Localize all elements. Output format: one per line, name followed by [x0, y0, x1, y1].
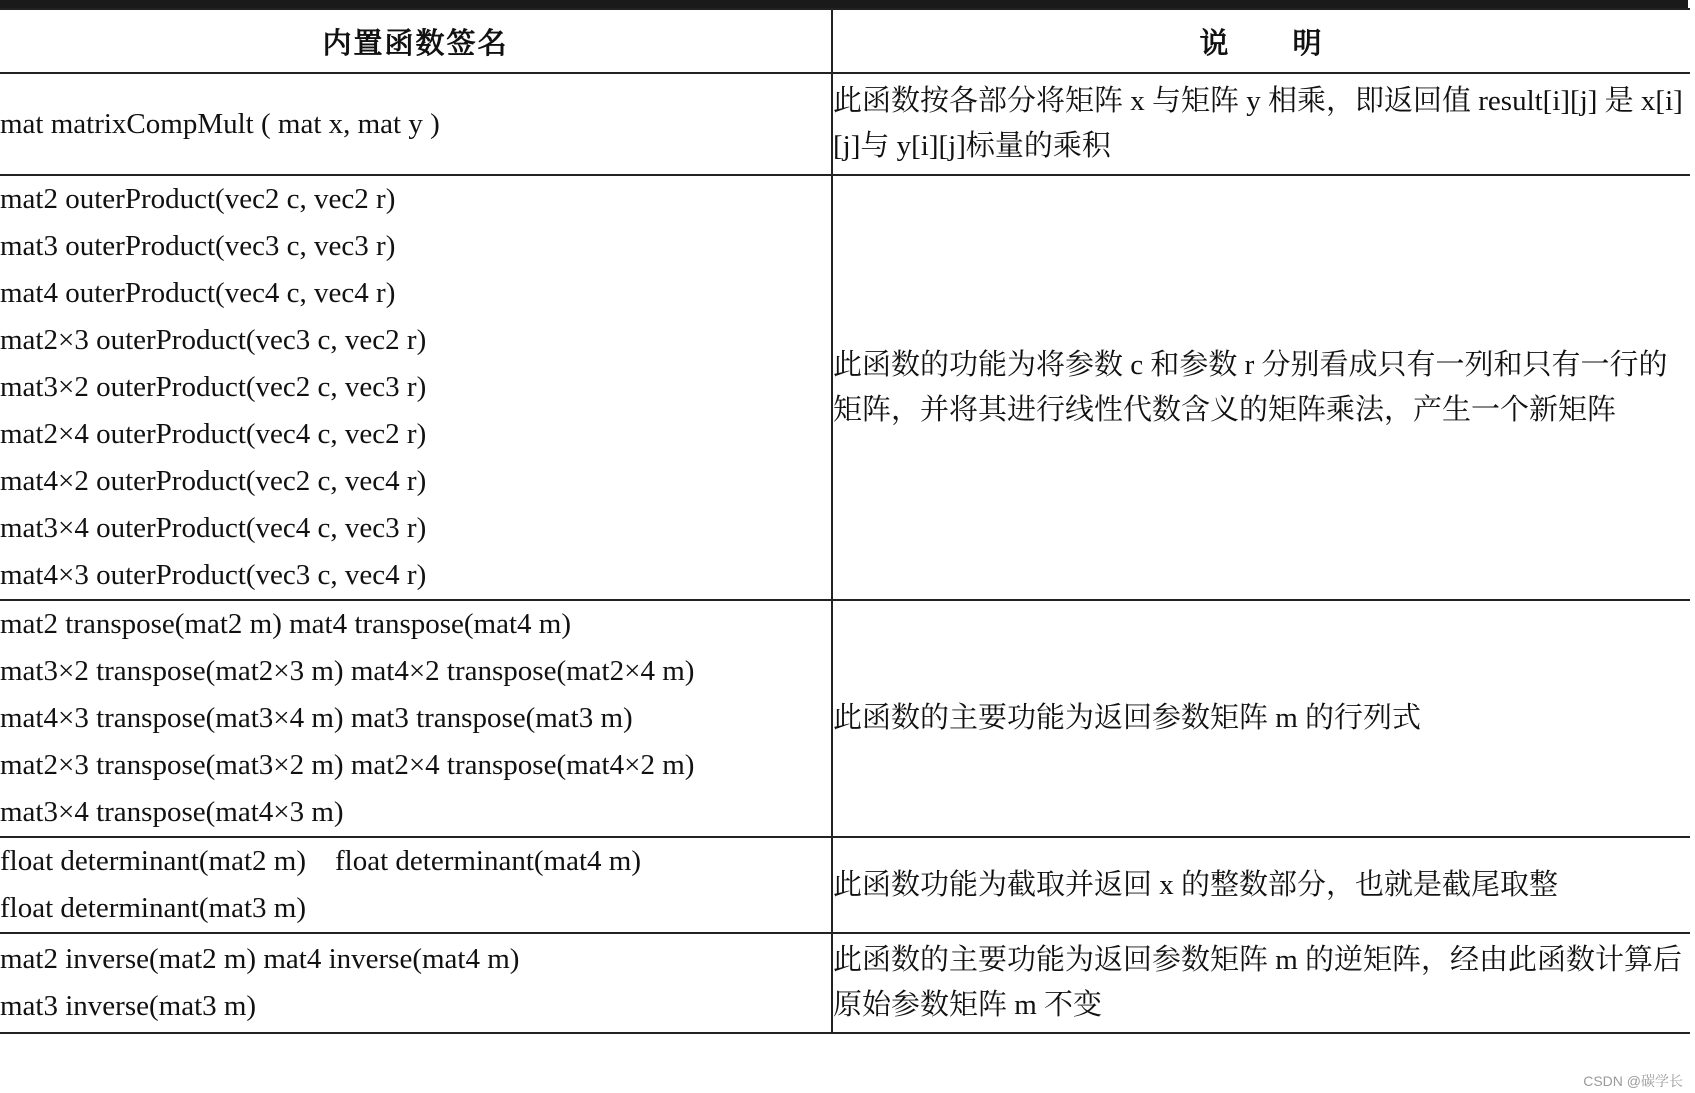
signature-line: mat2×3 outerProduct(vec3 c, vec2 r)	[0, 324, 427, 356]
signature-line: mat3×4 transpose(mat4×3 m)	[0, 796, 344, 828]
description-cell	[832, 175, 1690, 600]
header-description: 说 明	[832, 9, 1690, 73]
signature-cell	[0, 933, 832, 1033]
signature-line: mat3×4 outerProduct(vec4 c, vec3 r)	[0, 512, 427, 544]
signature-line: mat2 outerProduct(vec2 c, vec2 r)	[0, 183, 396, 215]
table-row	[0, 600, 1690, 837]
description-text: 此函数功能为截取并返回 x 的整数部分，也就是截尾取整	[833, 868, 1559, 901]
signature-cell	[0, 837, 832, 933]
signature-line: mat3×2 outerProduct(vec2 c, vec3 r)	[0, 371, 427, 403]
description-cell	[832, 837, 1690, 933]
signature-line: mat4×2 outerProduct(vec2 c, vec4 r)	[0, 465, 427, 497]
header-signature: 内置函数签名	[0, 9, 832, 73]
table-row	[0, 73, 1690, 175]
signature-line: mat2×3 transpose(mat3×2 m) mat2×4 transpose(mat4×2 m)	[0, 749, 695, 781]
signature-line: mat3 inverse(mat3 m)	[0, 990, 257, 1022]
description-cell	[832, 600, 1690, 837]
signature-line: float determinant(mat3 m)	[0, 892, 307, 924]
description-text: 此函数的主要功能为返回参数矩阵 m 的行列式	[833, 702, 1422, 734]
description-cell	[832, 933, 1690, 1033]
description-cell	[832, 73, 1690, 175]
signature-cell	[0, 600, 832, 837]
table-row	[0, 933, 1690, 1033]
signature-line: mat3 outerProduct(vec3 c, vec3 r)	[0, 230, 396, 262]
signature-line: float determinant(mat2 m) float determinant(mat4 m)	[0, 845, 642, 877]
description-text: 此函数的主要功能为返回参数矩阵 m 的逆矩阵，经由此函数计算后原始参数矩阵 m 不变	[833, 944, 1683, 1021]
table-header-row	[0, 9, 1690, 73]
signature-line: mat4×3 outerProduct(vec3 c, vec4 r)	[0, 559, 427, 591]
table-body	[0, 73, 1690, 1033]
signature-line: mat2 transpose(mat2 m) mat4 transpose(mat4 m)	[0, 608, 571, 640]
signature-line: mat2×4 outerProduct(vec4 c, vec2 r)	[0, 418, 427, 450]
signature-line: mat4 outerProduct(vec4 c, vec4 r)	[0, 277, 396, 309]
description-text: 此函数的功能为将参数 c 和参数 r 分别看成只有一列和只有一行的矩阵，并将其进行线性代数含义的矩阵乘法，产生一个新矩阵	[833, 348, 1668, 426]
signature-cell	[0, 175, 832, 600]
table-row	[0, 175, 1690, 600]
description-text: 此函数按各部分将矩阵 x 与矩阵 y 相乘，即返回值 result[i][j] 是 x[i][j]与 y[i][j]标量的乘积	[833, 85, 1683, 162]
function-table	[0, 8, 1690, 1034]
top-rule	[0, 0, 1688, 8]
signature-cell	[0, 73, 832, 175]
signature-line: mat matrixCompMult ( mat x, mat y )	[0, 107, 440, 140]
watermark: CSDN @碳学长	[1583, 1073, 1683, 1089]
signature-line: mat3×2 transpose(mat2×3 m) mat4×2 transpose(mat2×4 m)	[0, 655, 695, 687]
signature-line: mat2 inverse(mat2 m) mat4 inverse(mat4 m)	[0, 943, 520, 975]
signature-line: mat4×3 transpose(mat3×4 m) mat3 transpose(mat3 m)	[0, 702, 633, 734]
table-row	[0, 837, 1690, 933]
